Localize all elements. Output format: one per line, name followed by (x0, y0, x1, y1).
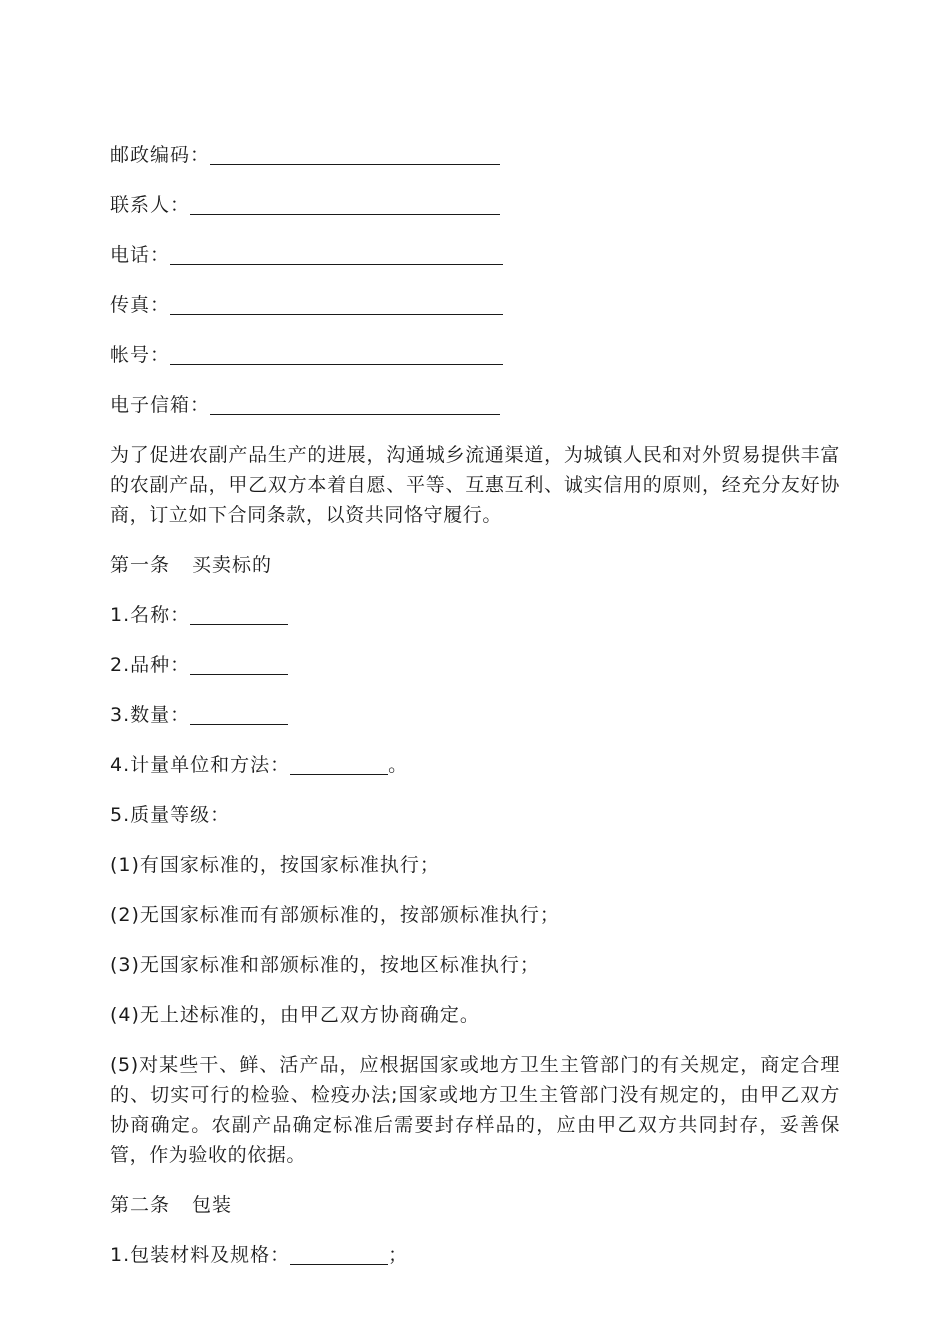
quality-sub4: (4)无上述标准的，由甲乙双方协商确定。 (110, 1004, 480, 1026)
quantity-row (110, 700, 840, 730)
article2-heading (110, 1190, 840, 1220)
account-row (110, 340, 840, 370)
name-label: 1.名称： (110, 604, 191, 626)
variety-blank[interactable] (190, 654, 288, 675)
phone-label: 电话： (110, 244, 171, 266)
measurement-row (110, 750, 840, 780)
phone-blank[interactable] (170, 244, 503, 265)
article1-number: 第一条 (110, 554, 171, 576)
fax-label: 传真： (110, 294, 171, 316)
name-blank[interactable] (190, 604, 288, 625)
phone-row (110, 240, 840, 270)
article1-heading (110, 550, 840, 580)
packaging-end: ； (388, 1244, 409, 1266)
email-row (110, 390, 840, 420)
article2-number: 第二条 (110, 1194, 171, 1216)
postal-code-row (110, 140, 840, 170)
contact-person-blank[interactable] (190, 194, 500, 215)
contact-person-label: 联系人： (110, 194, 191, 216)
packaging-blank[interactable] (290, 1244, 388, 1265)
packaging-label: 1.包装材料及规格： (110, 1244, 291, 1266)
quantity-label: 3.数量： (110, 704, 191, 726)
quantity-blank[interactable] (190, 704, 288, 725)
email-blank[interactable] (210, 394, 500, 415)
fax-row (110, 290, 840, 320)
intro-paragraph: 为了促进农副产品生产的进展，沟通城乡流通渠道，为城镇人民和对外贸易提供丰富的农副产品，甲乙双方本着自愿、平等、互惠互利、诚实信用的原则，经充分友好协商，订立如下合同条款，以资共同恪守履行。 (110, 444, 840, 526)
postal-code-label: 邮政编码： (110, 144, 211, 166)
quality-sub2: (2)无国家标准而有部颁标准的，按部颁标准执行； (110, 904, 560, 926)
email-label: 电子信箱： (110, 394, 211, 416)
measurement-end: 。 (388, 754, 409, 776)
measurement-label: 4.计量单位和方法： (110, 754, 291, 776)
quality-sub3: (3)无国家标准和部颁标准的，按地区标准执行； (110, 954, 540, 976)
packaging-row (110, 1240, 840, 1270)
article2-title: 包装 (192, 1194, 233, 1216)
account-label: 帐号： (110, 344, 171, 366)
contract-page (110, 140, 840, 1290)
account-blank[interactable] (170, 344, 503, 365)
variety-row (110, 650, 840, 680)
fax-blank[interactable] (170, 294, 503, 315)
quality-sub1: (1)有国家标准的，按国家标准执行； (110, 854, 440, 876)
article1-title: 买卖标的 (192, 554, 273, 576)
measurement-blank[interactable] (290, 754, 388, 775)
quality-sub5: (5)对某些干、鲜、活产品，应根据国家或地方卫生主管部门的有关规定，商定合理的、切实可行的检验、检疫办法;国家或地方卫生主管部门没有规定的，由甲乙双方协商确定。农副产品确定标准后需要封存样品的，应由甲乙双方共同封存，妥善保管，作为验收的依据。 (110, 1054, 840, 1166)
variety-label: 2.品种： (110, 654, 191, 676)
name-row (110, 600, 840, 630)
quality-grade-row: 5.质量等级： (110, 804, 231, 826)
contact-person-row (110, 190, 840, 220)
postal-code-blank[interactable] (210, 144, 500, 165)
